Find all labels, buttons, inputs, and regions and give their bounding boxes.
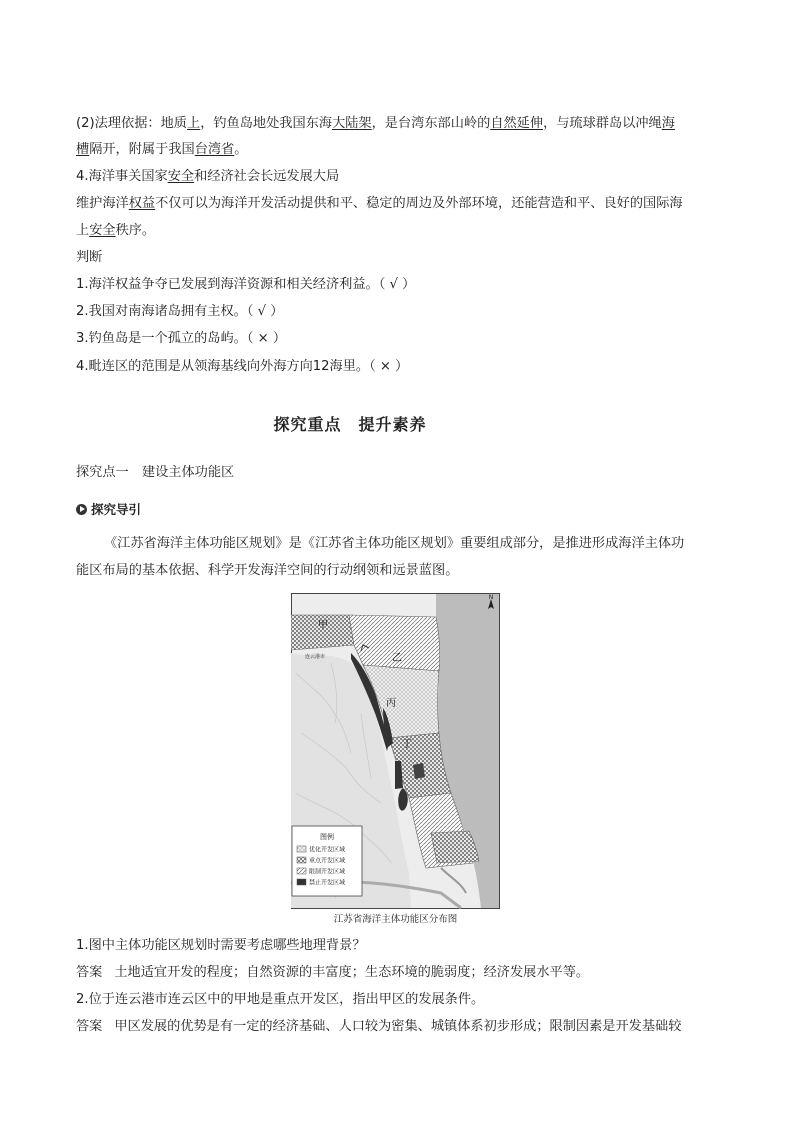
zone-label-ding: 丁	[402, 739, 412, 750]
judgment-item	[76, 303, 283, 321]
judgment-text: 3.钓鱼岛是一个孤立的岛屿。	[76, 331, 247, 346]
judgment-text: 4.毗连区的范围是从领海基线向外海方向12海里。	[76, 359, 370, 374]
text-run: 4.海洋事关国家	[76, 169, 168, 184]
section-title: 探究重点 提升素养	[273, 415, 427, 434]
map-svg	[291, 593, 500, 909]
judgment-text: 2.我国对南海诸岛拥有主权。	[76, 304, 247, 319]
question-2: 2.位于连云港市连云区中的甲地是重点开发区，指出甲区的发展条件。	[76, 992, 485, 1007]
underlined-text: 槽	[76, 142, 90, 157]
legend-item: 禁止开发区域	[309, 879, 346, 887]
heading-4	[76, 168, 339, 186]
zone-label-yi: 乙	[392, 653, 402, 664]
rights-paragraph-line-1	[76, 195, 683, 213]
judge-title: 判断	[76, 250, 103, 265]
judgment-item	[76, 330, 286, 348]
legend-item: 优化开发区域	[309, 846, 346, 854]
legend-item: 重点开发区域	[309, 857, 346, 865]
underlined-text: 台湾省	[194, 142, 235, 157]
zone-label-jia: 甲	[318, 620, 328, 631]
answer-label: 答案	[76, 965, 103, 980]
judgment-text: 1.海洋权益争夺已发展到海洋资源和相关经济利益。	[76, 277, 379, 292]
north-arrow-label: N	[488, 594, 494, 601]
answer-text: 甲区发展的优势是有一定的经济基础、人口较为密集、城镇体系初步形成；限制因素是开发基础较	[114, 1019, 682, 1034]
text-run: 不仅可以为海洋开发活动提供和平、稳定的周边及外部环境，还能营造和平、良好的国际海	[155, 196, 683, 211]
text-run: 维护海洋	[76, 196, 129, 211]
play-circle-icon	[76, 504, 87, 515]
text-run: ，与琉球群岛以冲绳	[543, 116, 662, 131]
guide-label: 探究导引	[91, 502, 142, 517]
legend-item: 限制开发区域	[309, 868, 346, 876]
text-run: 。	[234, 142, 248, 157]
judgment-mark: （ × ）	[246, 331, 287, 346]
legal-basis-line-1	[76, 115, 675, 133]
legend-swatch-solid	[297, 879, 306, 885]
underlined-text: 上	[187, 116, 201, 131]
legend-swatch-cross	[297, 857, 306, 863]
rights-paragraph-line-2	[76, 222, 155, 240]
underlined-text: 安全	[89, 223, 116, 238]
text-run: 秩序。	[115, 223, 156, 238]
text-run: 和经济社会长远发展大局	[194, 169, 340, 184]
answer-text: 土地适宜开发的程度；自然资源的丰富度；生态环境的脆弱度；经济发展水平等。	[114, 965, 590, 980]
legend-swatch-dots	[297, 846, 306, 852]
judgment-item	[76, 358, 408, 376]
prohibited-zone-ding	[413, 763, 425, 779]
judgment-item	[76, 276, 415, 294]
zone-label-bing: 丙	[386, 698, 396, 709]
text-run: 隔开，附属于我国	[89, 142, 195, 157]
map-legend	[292, 826, 362, 896]
judgment-mark: （ √ ）	[378, 277, 416, 292]
answer-2	[76, 1018, 681, 1036]
intro-line-1: 《江苏省海洋主体功能区规划》是《江苏省主体功能区规划》重要组成部分，是推进形成海洋主体功	[104, 536, 685, 551]
judgment-mark: （ √ ）	[246, 304, 284, 319]
underlined-text: 权益	[128, 196, 156, 211]
intro-line-2: 能区布局的基本依据、科学开发海洋空间的行动纲领和远景蓝图。	[76, 563, 459, 578]
answer-label: 答案	[76, 1019, 103, 1034]
answer-1	[76, 964, 589, 982]
text-run: 上	[76, 223, 90, 238]
guide-header	[76, 500, 141, 518]
underlined-text: 安全	[167, 169, 195, 184]
underlined-text: 海	[661, 116, 675, 131]
legend-swatch-hatch	[297, 868, 306, 874]
judgment-mark: （ × ）	[369, 359, 409, 374]
underlined-text: 大陆架	[332, 116, 372, 131]
map-caption: 江苏省海洋主体功能区分布图	[333, 914, 458, 925]
text-run: (2)法理依据：地质	[76, 116, 187, 131]
text-run: ，钓鱼岛地处我国东海	[200, 116, 333, 131]
city-label: 连云港市	[305, 654, 326, 660]
text-run: ，是台湾东部山岭的	[371, 116, 491, 131]
jiangsu-marine-zone-map	[291, 593, 500, 909]
question-1: 1.图中主体功能区规划时需要考虑哪些地理背景？	[76, 938, 366, 953]
legend-title: 图例	[320, 833, 334, 841]
explore-point-title: 探究点一 建设主体功能区	[76, 465, 235, 480]
legal-basis-line-2	[76, 141, 247, 159]
underlined-text: 自然延伸	[490, 116, 544, 131]
